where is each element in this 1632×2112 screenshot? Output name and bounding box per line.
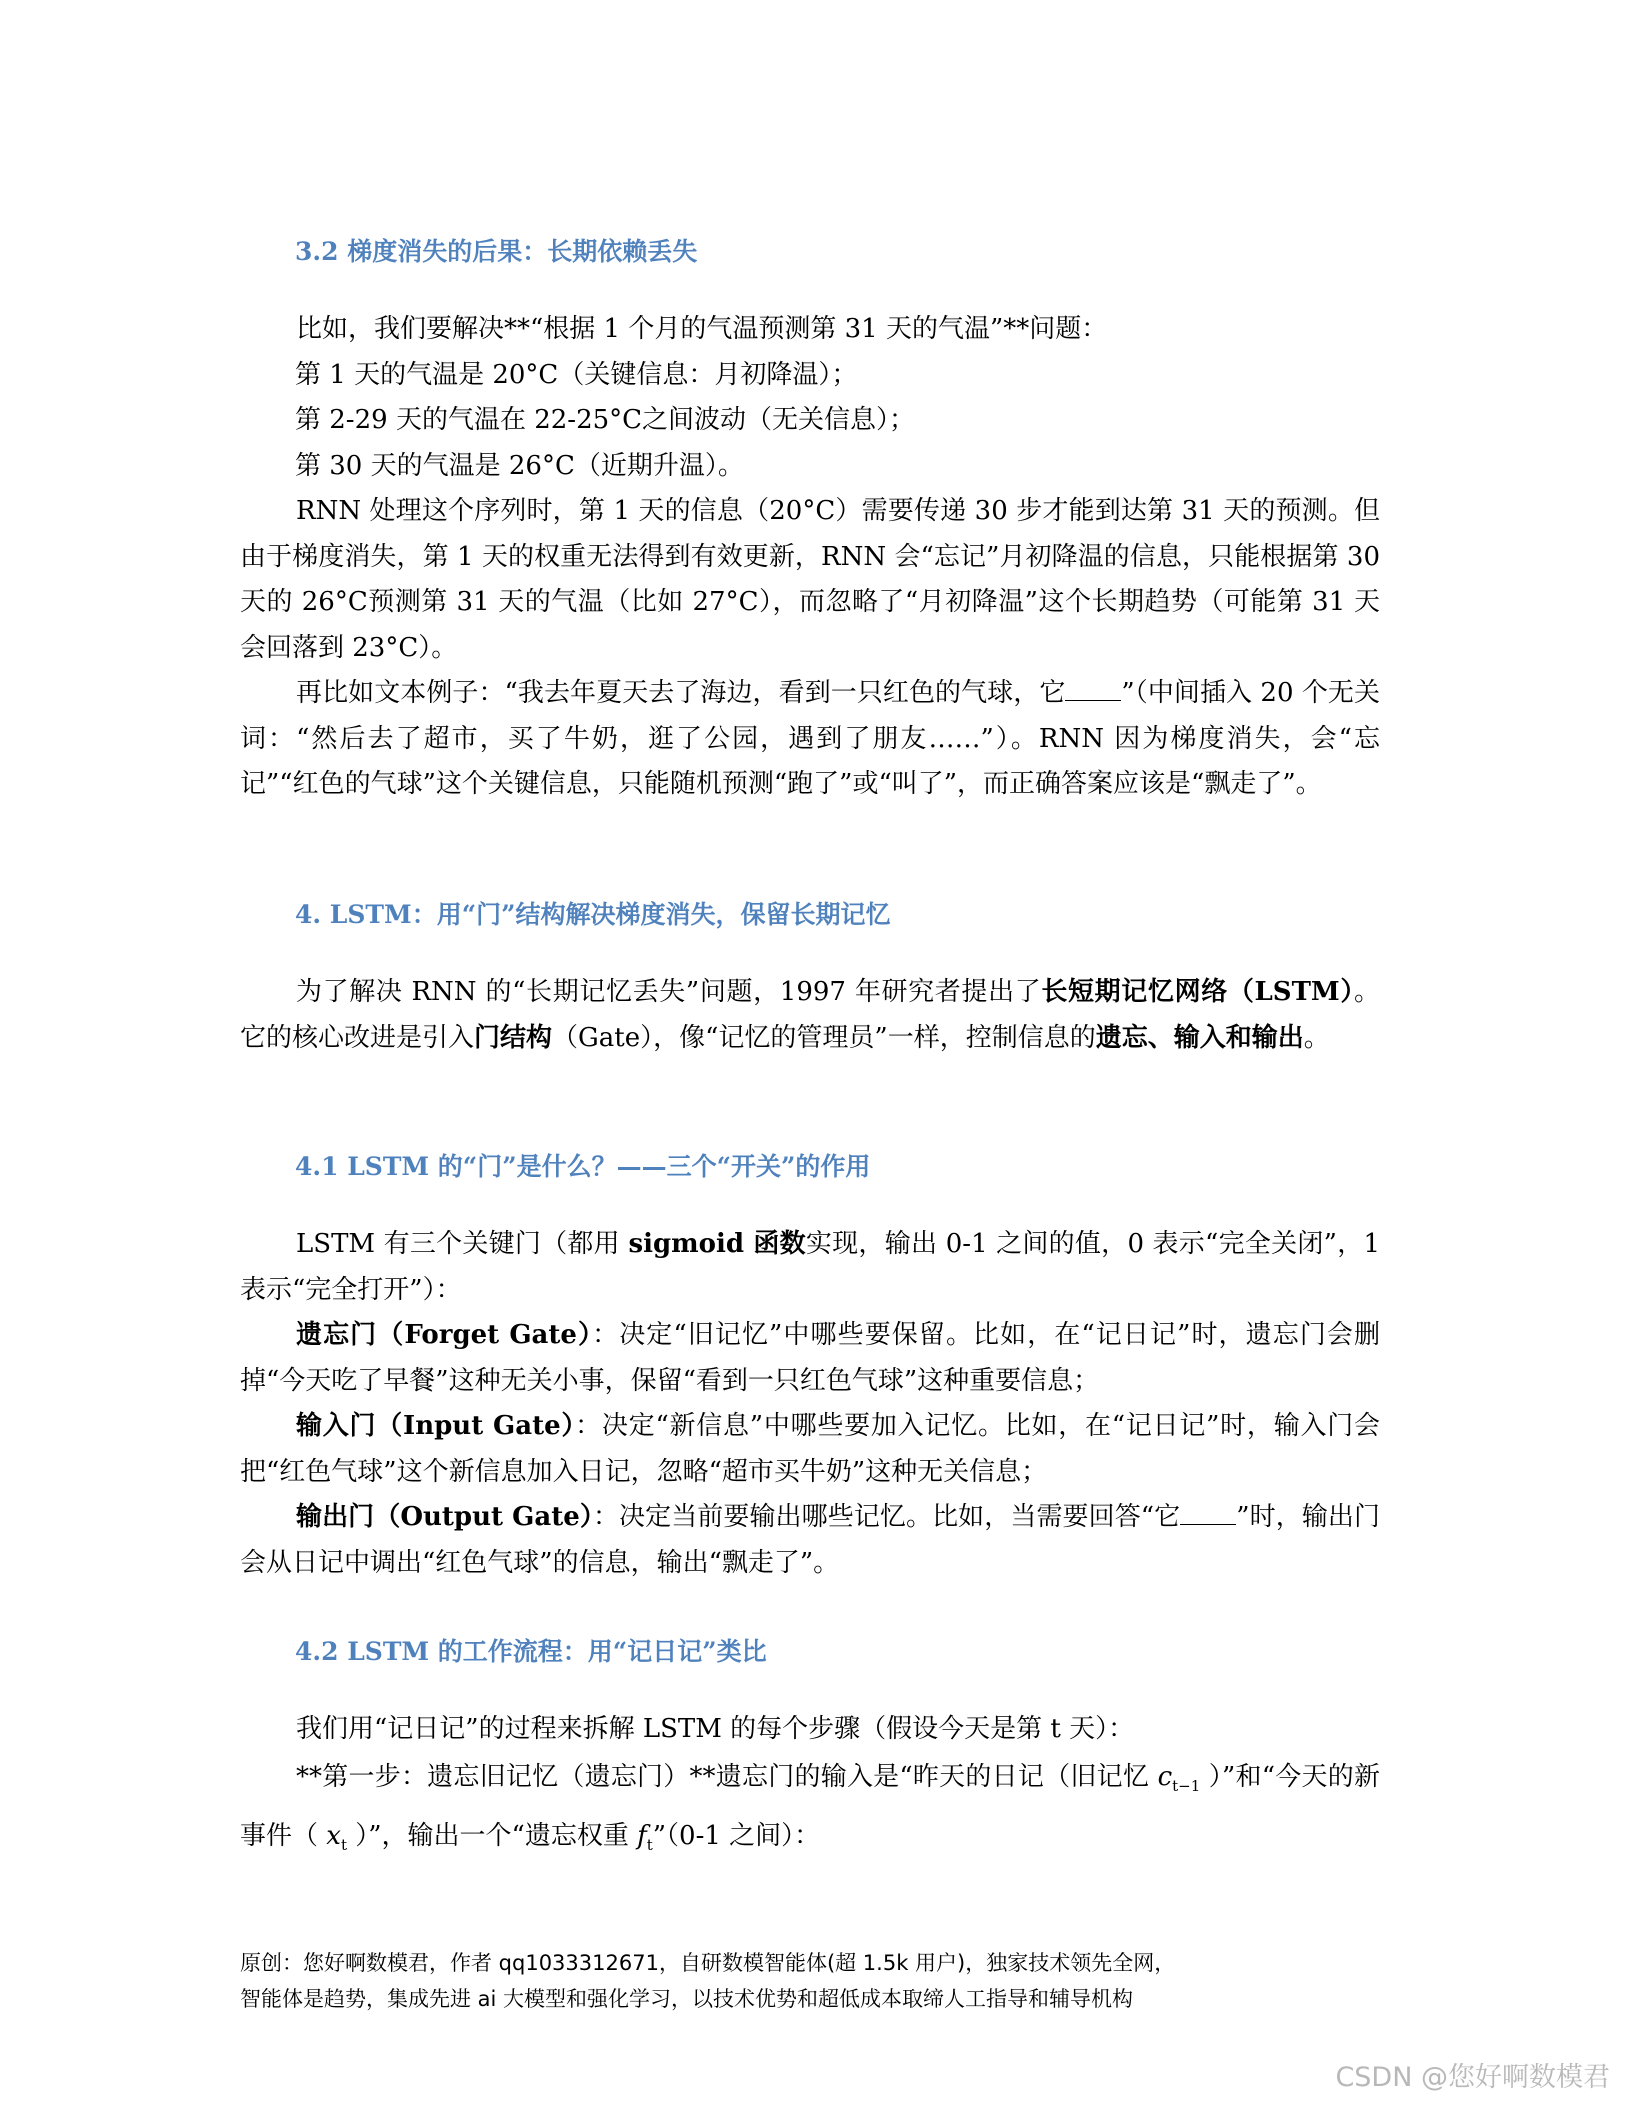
blank-line xyxy=(1180,1502,1236,1525)
section-4-2-heading: 4.2 LSTM 的工作流程：用“记日记”类比 xyxy=(295,1637,767,1666)
sec32-day1: 第 1 天的气温是 20°C（关键信息：月初降温）； xyxy=(295,360,858,390)
footer-line-1: 原创：您好啊数模君，作者 qq1033312671，自研数模智能体(超 1.5k 用户)，独家技术领先全网， xyxy=(240,1951,1176,1975)
footer-line-2: 智能体是趋势，集成先进 ai 大模型和强化学习，以技术优势和超低成本取缔人工指导和辅导机构 xyxy=(240,1987,1134,2011)
input-gate-paragraph: 输入门（Input Gate）：决定“新信息”中哪些要加入记忆。比如，在“记日记”时，输入门会把“红色气球”这个新信息加入日记，忽略“超市买牛奶”这种无关信息； xyxy=(240,1411,1380,1487)
blank-line xyxy=(1065,678,1121,701)
csdn-watermark: CSDN @您好啊数模君 xyxy=(1335,2062,1610,2093)
output-gate-paragraph: 输出门（Output Gate）：决定当前要输出哪些记忆。比如，当需要回答“它 ”时，输出门会从日记中调出“红色气球”的信息，输出“飘走了”。 xyxy=(240,1502,1381,1578)
sec41-intro: LSTM 有三个关键门（都用 sigmoid 函数实现，输出 0-1 之间的值，0 表示“完全关闭”，1 表示“完全打开”）： xyxy=(240,1229,1380,1305)
sec32-rnn-paragraph: RNN 处理这个序列时，第 1 天的信息（20°C）需要传递 30 步才能到达第 31 天的预测。但由于梯度消失，第 1 天的权重无法得到有效更新，RNN 会“忘记”月初降温的信息，只能根据第 30 天的 26°C预测第 31 天的气温（比如 27°C），而忽略了“月初降温”这个长期趋势（可能第 31 天会回落到 23°C）。 xyxy=(240,496,1380,663)
sec32-intro: 比如，我们要解决**“根据 1 个月的气温预测第 31 天的气温”**问题： xyxy=(296,314,1108,344)
sec42-intro: 我们用“记日记”的过程来拆解 LSTM 的每个步骤（假设今天是第 t 天）： xyxy=(296,1714,1135,1744)
footer-note xyxy=(240,1945,1175,2017)
sec32-text-paragraph: 再比如文本例子：“我去年夏天去了海边，看到一只红色的气球，它 ”（中间插入 20 个无关词：“然后去了超市，买了牛奶，逛了公园，遇到了朋友……”）。RNN 因为梯度消失，会“忘记”“红色的气球”这个关键信息，只能随机预测“跑了”或“叫了”，而正确答案应该是“飘走了”。 xyxy=(240,678,1380,800)
forget-gate-paragraph: 遗忘门（Forget Gate）：决定“旧记忆”中哪些要保留。比如，在“记日记”时，遗忘门会删掉“今天吃了早餐”这种无关小事，保留“看到一只红色气球”这种重要信息； xyxy=(240,1320,1381,1396)
sec32-day30: 第 30 天的气温是 26°C（近期升温）。 xyxy=(295,451,744,481)
section-4-heading: 4. LSTM：用“门”结构解决梯度消失，保留长期记忆 xyxy=(295,900,891,929)
section-3-2-heading: 3.2 梯度消失的后果：长期依赖丢失 xyxy=(295,237,698,266)
section-4-1-heading: 4.1 LSTM 的“门”是什么？——三个“开关”的作用 xyxy=(295,1152,871,1181)
sec42-step1: **第一步：遗忘旧记忆（遗忘门）**遗忘门的输入是“昨天的日记（旧记忆 $c_{t-1}$ ）”和“今天的新事件（ $x_t$ ）”，输出一个“遗忘权重 $f_t”(0-1$ 之间）： xyxy=(240,1762,1380,1855)
sec4-paragraph: 为了解决 RNN 的“长期记忆丢失”问题，1997 年研究者提出了长短期记忆网络（LSTM）。它的核心改进是引入门结构（Gate），像“记忆的管理员”一样，控制信息的遗忘、输入和输出。 xyxy=(240,977,1380,1053)
sec32-day2-29: 第 2-29 天的气温在 22-25°C之间波动（无关信息）； xyxy=(295,405,916,435)
